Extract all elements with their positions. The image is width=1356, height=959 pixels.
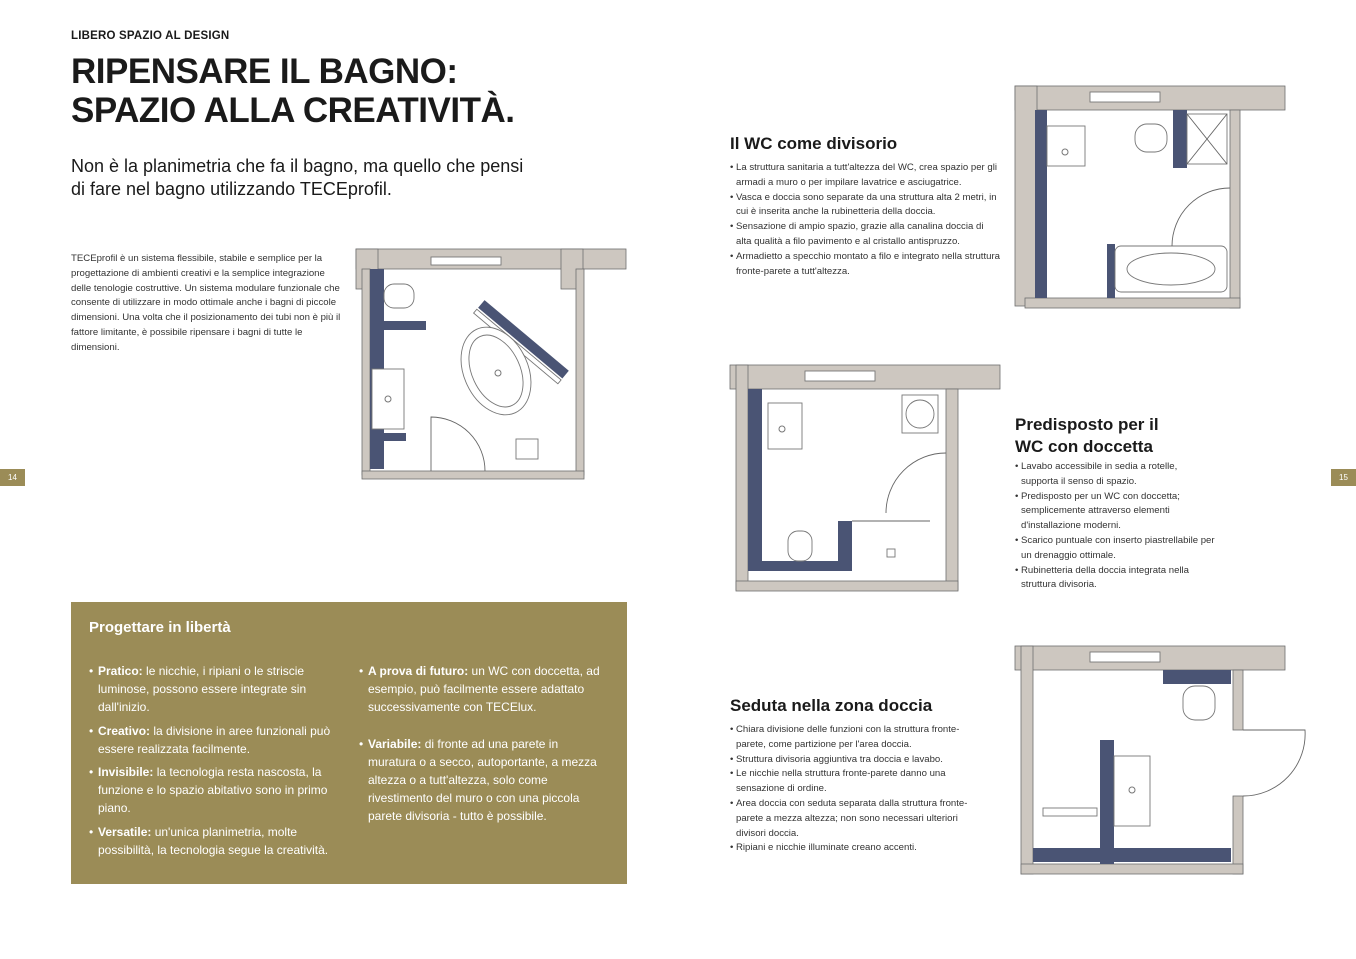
list-item: • Vasca e doccia sono separate da una struttura alta 2 metri, in cui è inserita anche la rubinetteria della doccia. bbox=[730, 191, 1000, 221]
kicker: LIBERO SPAZIO AL DESIGN bbox=[71, 30, 230, 42]
feature-box-title: Progettare in libertà bbox=[89, 619, 231, 636]
feature-term: Pratico: bbox=[98, 664, 143, 678]
feature-text: la tecnologia resta nascosta, la funzione e lo spazio abitativo sono in primo piano. bbox=[98, 765, 328, 816]
feature-item bbox=[359, 662, 609, 717]
list-item: • Scarico puntuale con inserto piastrellabile per un drenaggio ottimale. bbox=[1015, 534, 1215, 564]
section-title: Il WC come divisorio bbox=[730, 134, 898, 153]
lead-paragraph: Non è la planimetria che fa il bagno, ma quello che pensi di fare nel bagno utilizzando TECEprofil. bbox=[71, 156, 524, 199]
feature-item bbox=[89, 722, 339, 758]
feature-text: la divisione in aree funzionali può essere realizzata facilmente. bbox=[98, 723, 331, 756]
section-wc-shower bbox=[1015, 414, 1215, 593]
page-title bbox=[71, 52, 631, 130]
list-item: • Le nicchie nella struttura fronte-parete danno una sensazione di ordine. bbox=[730, 767, 980, 797]
floorplan-shower-seat-icon bbox=[1015, 646, 1310, 876]
bullet-list bbox=[730, 723, 980, 856]
bullet-list bbox=[1015, 460, 1215, 593]
list-item: • Lavabo accessibile in sedia a rotelle, supporta il senso di spazio. bbox=[1015, 460, 1215, 490]
floorplan-wc-shower-icon bbox=[730, 365, 1002, 593]
page-number-left: 14 bbox=[0, 469, 25, 486]
feature-box bbox=[71, 602, 627, 884]
floorplan-bathtub-icon bbox=[356, 249, 628, 481]
list-item: • Rubinetteria della doccia integrata nella struttura divisoria. bbox=[1015, 564, 1215, 594]
list-item: • La struttura sanitaria a tutt'altezza del WC, crea spazio per gli armadi a muro o per impilare lavatrice e asciugatrice. bbox=[730, 161, 1000, 191]
list-item: • Ripiani e nicchie illuminate creano accenti. bbox=[730, 841, 980, 856]
list-item: • Area doccia con seduta separata dalla struttura fronte-parete a mezza altezza; non sono necessari ulteriori divisori doccia. bbox=[730, 797, 980, 841]
bullet-list bbox=[730, 161, 1000, 279]
feature-text: un'unica planimetria, molte possibilità, la tecnologia segue la creatività. bbox=[98, 824, 329, 857]
section-shower-seat bbox=[730, 695, 980, 856]
list-item: • Sensazione di ampio spazio, grazie alla canalina doccia di alta qualità a filo pavimento e al cristallo antispruzzo. bbox=[730, 220, 1000, 250]
section-title-line-2: WC con doccetta bbox=[1015, 437, 1153, 456]
intro-paragraph: TECEprofil è un sistema flessibile, stabile e semplice per la progettazione di ambienti creativi e la semplice integrazione delle tenologie costruttive. Un sistema modulare funzionale che consente di utilizzare in modo ottimale anche i bagni di piccole dimensioni. Una volta che il posizionamento dei tubi non è più il fattore limitante, è possibile ripensare i bagni di tutte le dimensioni. bbox=[71, 253, 341, 353]
feature-term: Creativo: bbox=[98, 723, 151, 738]
feature-item bbox=[359, 735, 609, 826]
section-wc-divider bbox=[730, 133, 1000, 279]
feature-text: le nicchie, i ripiani o le striscie luminose, possono essere integrate sin dall'inizio. bbox=[98, 664, 307, 715]
feature-item bbox=[89, 763, 339, 818]
feature-item bbox=[89, 823, 339, 859]
feature-term: Invisibile: bbox=[98, 765, 154, 780]
feature-term: Versatile: bbox=[98, 824, 152, 839]
list-item: • Armadietto a specchio montato a filo e integrato nella struttura fronte-parete a tutt'altezza. bbox=[730, 250, 1000, 280]
feature-text: un WC con doccetta, ad esempio, può facilmente essere adattato successivamente con TECElux. bbox=[368, 664, 600, 715]
feature-term: A prova di futuro: bbox=[368, 664, 469, 678]
list-item: • Predisposto per un WC con doccetta; semplicemente attraverso elementi d'installazione moderni. bbox=[1015, 490, 1215, 534]
list-item: • Struttura divisoria aggiuntiva tra doccia e lavabo. bbox=[730, 753, 980, 768]
title-line-1: RIPENSARE IL BAGNO: bbox=[71, 52, 458, 91]
section-title bbox=[1015, 414, 1215, 458]
feature-item bbox=[89, 662, 339, 717]
floorplan-wc-divider-icon bbox=[1015, 86, 1287, 312]
list-item: • Chiara divisione delle funzioni con la struttura fronte-parete, come partizione per l'area doccia. bbox=[730, 723, 980, 753]
feature-text: di fronte ad una parete in muratura o a secco, autoportante, a mezza altezza o a tutt'altezza, solo come rivestimento del muro o con una piccola parete divisoria - tutto è possibile. bbox=[368, 736, 597, 824]
feature-term: Variabile: bbox=[368, 736, 422, 751]
title-line-2: SPAZIO ALLA CREATIVITÀ. bbox=[71, 91, 515, 130]
feature-column-right bbox=[359, 662, 609, 831]
section-title: Seduta nella zona doccia bbox=[730, 696, 933, 715]
feature-column-left bbox=[89, 662, 339, 864]
page-number-right: 15 bbox=[1331, 469, 1356, 486]
section-title-line-1: Predisposto per il bbox=[1015, 415, 1159, 434]
